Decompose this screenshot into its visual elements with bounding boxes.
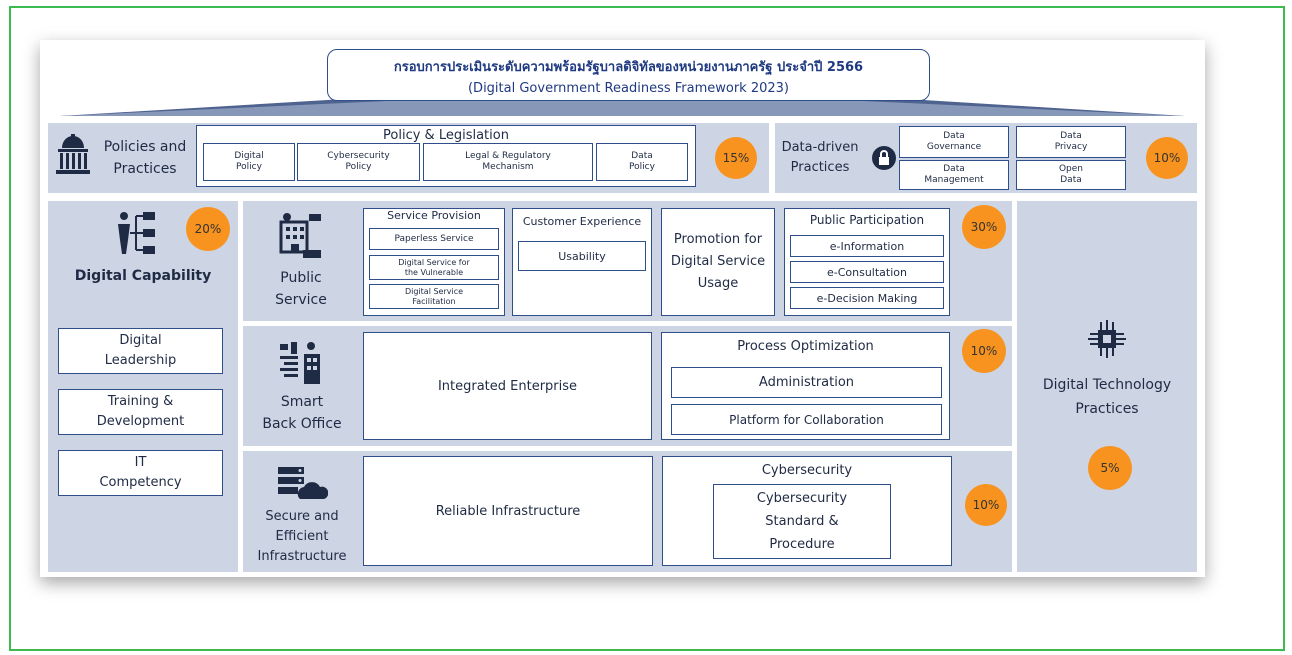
cybersecurity-policy-box (297, 143, 420, 181)
infrastructure-weight-badge: 10% (965, 484, 1007, 526)
reliable-infrastructure-text: Reliable Infrastructure (435, 503, 581, 519)
it-competency-line2: Competency (99, 475, 182, 490)
customer-experience-title: Customer Experience (522, 215, 642, 228)
paperless-service-text: Paperless Service (394, 233, 474, 244)
cybersecurity-policy-line2: Policy (345, 162, 372, 172)
data-driven-label-line2: Practices (790, 160, 850, 175)
promotion-line2: Digital Service (670, 254, 766, 269)
cybersecurity-standard-line3: Procedure (769, 537, 835, 552)
administration-box (671, 367, 942, 398)
administration-text: Administration (758, 375, 855, 390)
it-competency-box (58, 450, 223, 496)
public-service-building-icon (277, 212, 323, 260)
training-development-line1: Training & (107, 394, 174, 409)
data-management-line2: Management (924, 175, 984, 185)
framework-diagram (40, 40, 1205, 577)
digital-capability-label: Digital Capability (74, 268, 212, 284)
digital-technology-label (1020, 373, 1194, 421)
public-service-label-line1: Public (280, 270, 322, 286)
data-management-line1: Data (943, 164, 965, 174)
smart-back-office-label-line1: Smart (280, 394, 324, 410)
policies-label-line2: Practices (113, 161, 177, 177)
data-policy-box (596, 143, 688, 181)
public-service-label-line2: Service (275, 292, 327, 308)
public-service-label (255, 266, 347, 312)
cybersecurity-standard-box (713, 484, 891, 559)
training-development-box (58, 389, 223, 435)
cybersecurity-standard-line2: Standard & (765, 514, 839, 529)
paperless-service-box (369, 228, 499, 250)
digital-policy-box (203, 143, 295, 181)
smart-back-office-weight-badge: 10% (962, 329, 1006, 373)
platform-collaboration-text: Platform for Collaboration (729, 412, 884, 427)
service-facilitation-line2: Facilitation (412, 296, 456, 306)
digital-technology-weight-badge: 5% (1088, 446, 1132, 490)
public-participation-title: Public Participation (809, 213, 925, 227)
e-decision-making-box (790, 287, 944, 309)
infrastructure-label-line1: Secure and (265, 509, 339, 524)
data-driven-label-line1: Data-driven (781, 140, 859, 155)
title-thai: กรอบการประเมินระดับความพร้อมรัฐบาลดิจิทัลของหน่วยงานภาครัฐ ประจำปี 2566 (393, 60, 864, 75)
e-consultation-text: e-Consultation (826, 265, 907, 279)
integrated-enterprise-text: Integrated Enterprise (437, 378, 578, 394)
e-information-box (790, 235, 944, 257)
data-privacy-line2: Privacy (1054, 142, 1088, 152)
reliable-infrastructure-box (363, 456, 653, 566)
policy-legislation-title: Policy & Legislation (383, 128, 509, 143)
infrastructure-label (247, 506, 357, 568)
e-consultation-box (790, 261, 944, 283)
data-security-icon (870, 144, 898, 172)
vulnerable-service-box (369, 255, 499, 280)
digital-technology-label-line2: Practices (1075, 401, 1139, 417)
smart-back-office-label (250, 390, 354, 436)
promotion-box (661, 208, 775, 316)
legal-regulatory-line2: Mechanism (482, 162, 534, 172)
e-decision-making-text: e-Decision Making (816, 291, 918, 305)
digital-technology-label-line1: Digital Technology (1042, 377, 1172, 393)
data-driven-weight-badge: 10% (1146, 137, 1188, 179)
title-english: (Digital Government Readiness Framework 2023) (467, 81, 789, 96)
server-cloud-icon (276, 465, 328, 501)
digital-policy-line1: Digital (234, 151, 264, 161)
service-facilitation-line1: Digital Service (404, 286, 464, 296)
integrated-enterprise-box (363, 332, 652, 440)
infrastructure-label-line3: Infrastructure (257, 549, 347, 564)
back-office-icon (278, 340, 324, 386)
cybersecurity-title: Cybersecurity (761, 463, 853, 478)
legal-regulatory-line1: Legal & Regulatory (465, 151, 551, 161)
data-privacy-box (1016, 126, 1126, 158)
policies-weight-badge: 15% (715, 137, 757, 179)
training-development-line2: Development (96, 414, 185, 429)
process-optimization-title: Process Optimization (737, 339, 874, 354)
title-box (327, 49, 930, 101)
data-management-box (899, 160, 1009, 190)
data-governance-box (899, 126, 1009, 158)
policies-label-line1: Policies and (103, 139, 187, 155)
public-service-weight-badge: 30% (962, 205, 1006, 249)
data-governance-line1: Data (943, 131, 965, 141)
open-data-line1: Open (1058, 164, 1084, 174)
promotion-line1: Promotion for (673, 232, 763, 247)
data-policy-line1: Data (631, 151, 653, 161)
cybersecurity-standard-line1: Cybersecurity (756, 491, 848, 506)
usability-box (518, 241, 646, 271)
digital-leadership-line1: Digital (119, 333, 162, 348)
data-privacy-line1: Data (1060, 131, 1082, 141)
infrastructure-label-line2: Efficient (275, 529, 329, 544)
vulnerable-service-line2: the Vulnerable (404, 267, 464, 277)
cybersecurity-policy-line1: Cybersecurity (327, 151, 390, 161)
government-building-icon (54, 134, 92, 178)
digital-capability-panel (48, 201, 238, 572)
technology-chip-icon (1086, 319, 1128, 359)
policies-label (95, 130, 195, 186)
smart-back-office-label-line2: Back Office (262, 416, 342, 432)
usability-text: Usability (558, 249, 606, 263)
it-competency-line1: IT (134, 455, 147, 470)
promotion-line3: Usage (697, 276, 739, 291)
data-governance-line2: Governance (926, 142, 982, 152)
open-data-line2: Data (1060, 175, 1082, 185)
service-provision-title: Service Provision (387, 209, 481, 222)
digital-leadership-box (58, 328, 223, 374)
digital-leadership-line2: Leadership (104, 353, 177, 368)
platform-collaboration-box (671, 404, 942, 435)
data-policy-line2: Policy (629, 162, 655, 172)
digital-policy-line2: Policy (236, 162, 262, 172)
service-facilitation-box (369, 284, 499, 309)
e-information-text: e-Information (829, 239, 905, 253)
vulnerable-service-line1: Digital Service for (398, 257, 470, 267)
open-data-box (1016, 160, 1126, 190)
digital-capability-weight-badge: 20% (186, 207, 230, 251)
legal-regulatory-box (423, 143, 593, 181)
data-driven-label (778, 136, 862, 180)
organization-chart-icon (116, 210, 160, 256)
